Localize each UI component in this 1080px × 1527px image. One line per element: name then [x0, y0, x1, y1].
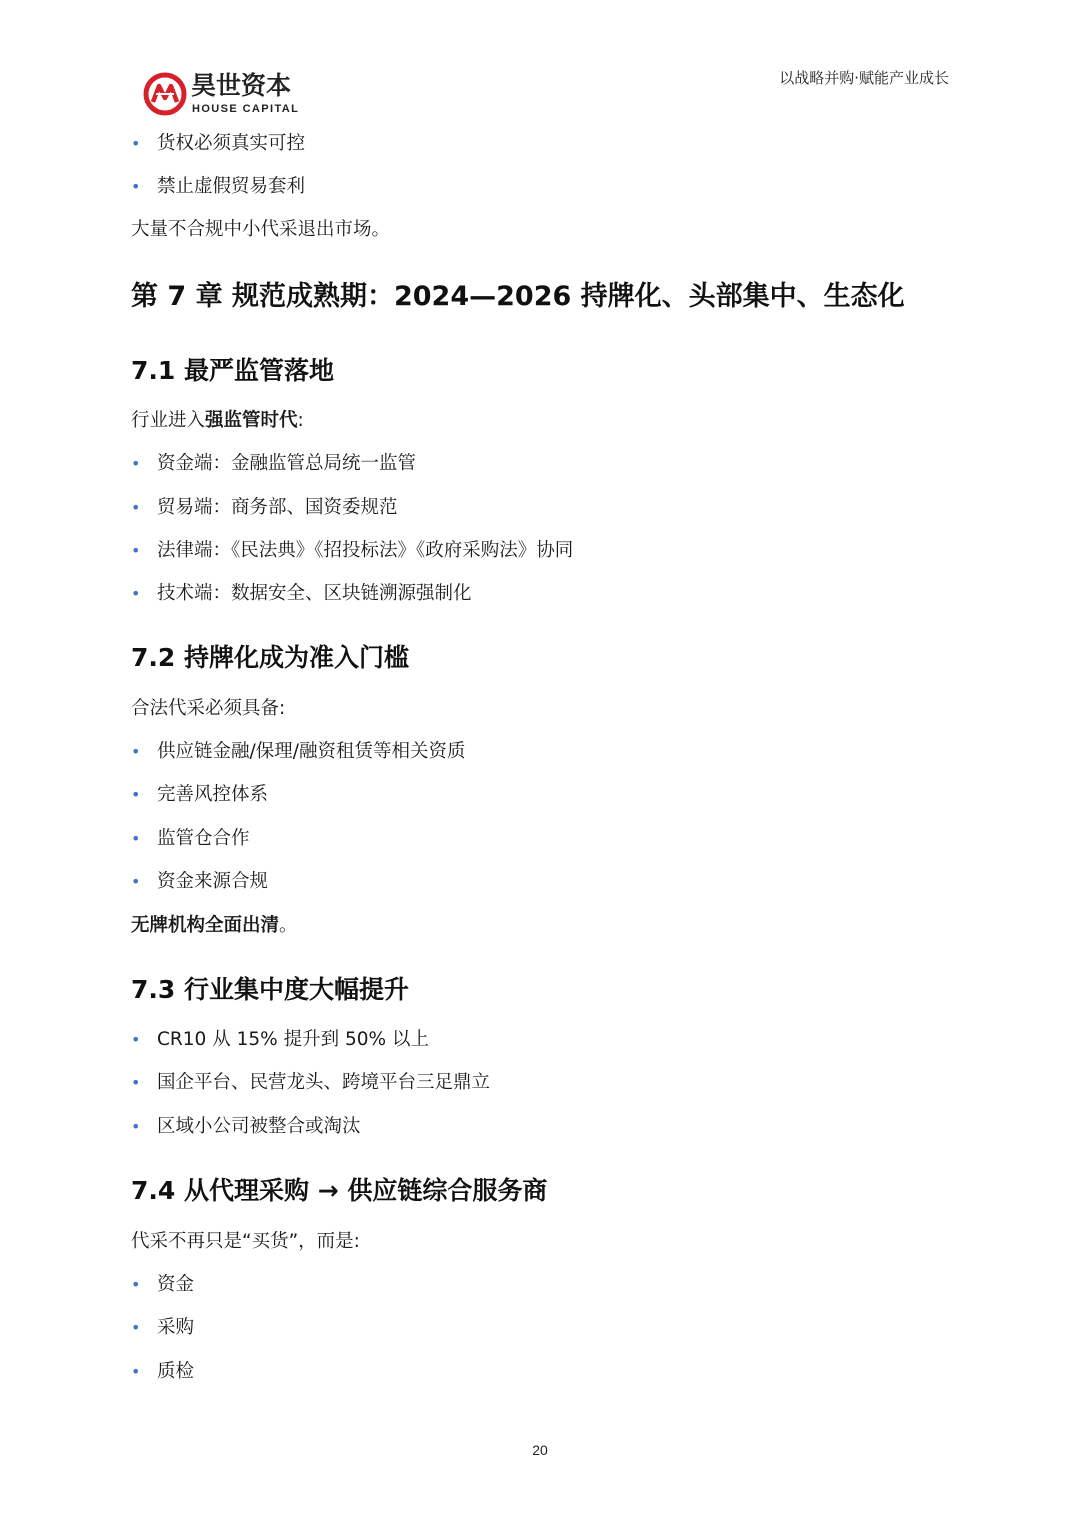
bullet-icon: •: [131, 1362, 141, 1381]
section-heading: 7.1 最严监管落地: [131, 356, 334, 385]
paragraph: 大量不合规中小代采退出市场。: [131, 219, 391, 240]
bullet-icon: •: [131, 785, 141, 804]
emphasis-text: 无牌机构全面出清: [131, 915, 280, 936]
house-capital-logo-icon: [143, 72, 187, 116]
bullet-icon: •: [131, 177, 141, 196]
section-heading: 7.3 行业集中度大幅提升: [131, 975, 409, 1004]
bullet-icon: •: [131, 584, 141, 603]
page-number: 20: [532, 1442, 548, 1458]
bullet-icon: •: [131, 134, 141, 153]
bullet-icon: •: [131, 1073, 141, 1092]
paragraph: 行业进入强监管时代:: [131, 410, 304, 431]
bullet-icon: •: [131, 498, 141, 517]
company-logo: [143, 70, 313, 120]
paragraph: 无牌机构全面出清。: [131, 915, 298, 936]
paragraph: 合法代采必须具备:: [131, 698, 286, 719]
bullet-icon: •: [131, 1030, 141, 1049]
section-heading: 7.2 持牌化成为准入门槛: [131, 643, 409, 672]
paragraph: 代采不再只是“买货”，而是:: [131, 1231, 360, 1252]
bullet-icon: •: [131, 872, 141, 891]
logo-chinese-name: 昊世资本: [191, 71, 292, 100]
bullet-icon: •: [131, 1275, 141, 1294]
bullet-icon: •: [131, 1318, 141, 1337]
chapter-title: 第 7 章 规范成熟期：2024—2026 持牌化、头部集中、生态化: [131, 281, 905, 312]
section-heading: 7.4 从代理采购 → 供应链综合服务商: [131, 1176, 548, 1205]
bullet-icon: •: [131, 454, 141, 473]
emphasis-text: 强监管时代: [205, 410, 298, 431]
logo-english-name: HOUSE CAPITAL: [192, 103, 300, 115]
bullet-icon: •: [131, 541, 141, 560]
header-tagline: 以战略并购·赋能产业成长: [779, 69, 949, 87]
bullet-icon: •: [131, 742, 141, 761]
bullet-icon: •: [131, 829, 141, 848]
bullet-icon: •: [131, 1117, 141, 1136]
